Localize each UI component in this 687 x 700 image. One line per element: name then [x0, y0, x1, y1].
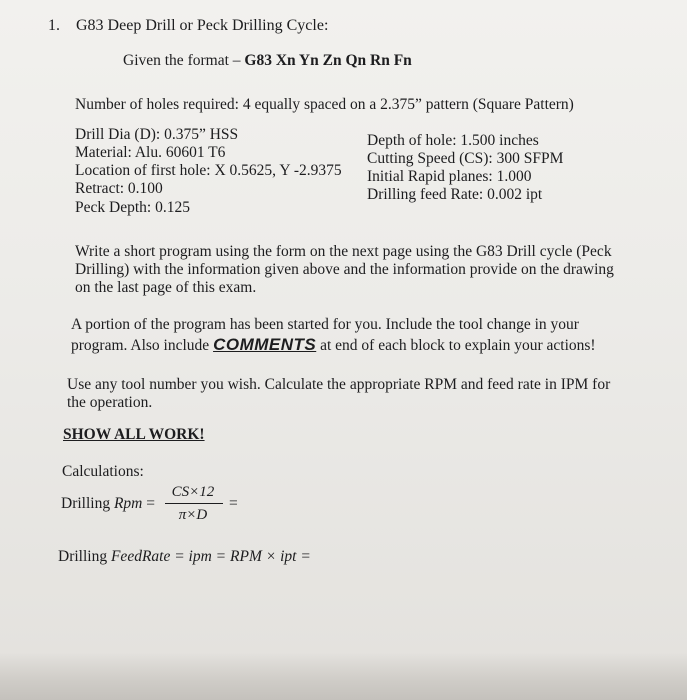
para2-line-2 [71, 336, 596, 355]
rpm-variable: Rpm [113, 495, 143, 512]
spec-drill-dia: Drill Dia (D): 0.375” HSS [75, 126, 239, 143]
para1-line-2: Drilling) with the information given above and the information provide on the drawing [75, 261, 614, 278]
spec-cutting-speed: Cutting Speed (CS): 300 SFPM [367, 150, 564, 167]
para1-line-1: Write a short program using the form on the next page using the G83 Drill cycle (Peck [75, 243, 612, 260]
format-prefix: Given the format – [123, 52, 245, 69]
fraction-bar [165, 503, 223, 504]
feed-label: Drilling [58, 548, 111, 565]
rpm-equals: = [146, 495, 156, 512]
rpm-result-equals: = [229, 495, 238, 512]
para2-line-1: A portion of the program has been started for you. Include the tool change in your [71, 316, 579, 333]
feed-expression: FeedRate = ipm = RPM × ipt = [110, 548, 311, 565]
para3-line-2: the operation. [67, 394, 153, 411]
spec-feed-rate: Drilling feed Rate: 0.002 ipt [367, 186, 543, 203]
para2-line2-suffix: at end of each block to explain your actions! [316, 337, 596, 354]
spec-depth: Depth of hole: 1.500 inches [367, 132, 539, 149]
format-line [123, 52, 412, 70]
rpm-numerator: CS×12 [171, 484, 215, 500]
holes-line: Number of holes required: 4 equally spaced on a 2.375” pattern (Square Pattern) [75, 96, 574, 113]
show-all-work-heading: SHOW ALL WORK! [63, 426, 205, 443]
spec-retract: Retract: 0.100 [75, 180, 163, 197]
spec-rapid-planes: Initial Rapid planes: 1.000 [367, 168, 532, 185]
feed-rate-formula [58, 548, 311, 566]
comments-emphasis: COMMENTS [213, 335, 317, 354]
para1-line-3: on the last page of this exam. [75, 279, 257, 296]
rpm-label [61, 495, 155, 513]
format-code: G83 Xn Yn Zn Qn Rn Fn [244, 52, 412, 69]
spec-first-hole: Location of first hole: X 0.5625, Y -2.9375 [75, 162, 342, 179]
question-number: 1. [48, 17, 60, 34]
rpm-label-text: Drilling [61, 495, 114, 512]
spec-peck-depth: Peck Depth: 0.125 [75, 199, 190, 216]
para3-line-1: Use any tool number you wish. Calculate the appropriate RPM and feed rate in IPM for [67, 376, 611, 393]
rpm-denominator: π×D [178, 507, 208, 523]
para2-line2-prefix: program. Also include [71, 337, 214, 354]
calculations-heading: Calculations: [62, 463, 144, 480]
question-heading [48, 17, 328, 35]
page-bottom-shadow [0, 652, 687, 700]
question-title: G83 Deep Drill or Peck Drilling Cycle: [76, 17, 329, 34]
spec-material: Material: Alu. 60601 T6 [75, 144, 226, 161]
